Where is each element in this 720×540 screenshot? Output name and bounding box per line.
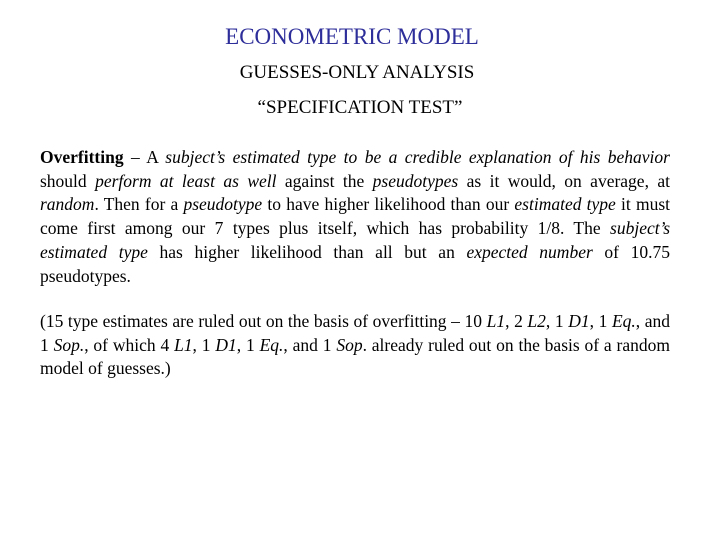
- text-run: estimated type: [514, 194, 616, 215]
- slide-title: ECONOMETRIC MODEL: [225, 24, 479, 49]
- type-estimates-note: [40, 310, 670, 381]
- text-run: , of which 4: [84, 334, 175, 355]
- text-run: , 2: [505, 311, 528, 331]
- text-run: random: [40, 194, 95, 215]
- text-run: as it would, on average, at: [458, 170, 670, 191]
- text-run: expected number: [466, 241, 593, 262]
- slide-section-heading: “SPECIFICATION TEST”: [257, 97, 463, 118]
- text-run: subject’s estimated type: [40, 218, 670, 262]
- text-run: . already ruled out on the basis of a random model of guesses.): [40, 334, 670, 379]
- text-run: , 1: [545, 311, 569, 331]
- text-run: Overfitting: [40, 147, 124, 167]
- text-run: it must come first among our 7 types plus itself, which has probability 1/8. The: [40, 194, 670, 239]
- text-run: , 1: [236, 334, 260, 355]
- text-run: against the: [276, 170, 373, 191]
- text-run: , and 1: [40, 311, 671, 355]
- text-run: pseudotypes: [372, 170, 459, 191]
- text-run: L1: [486, 311, 506, 331]
- slide-subtitle: GUESSES-ONLY ANALYSIS: [239, 62, 475, 83]
- text-run: , and 1: [283, 334, 337, 355]
- text-run: perform at least as well: [95, 170, 277, 191]
- text-run: pseudotype: [183, 194, 263, 215]
- text-run: has higher likelihood than all but an: [147, 241, 467, 262]
- text-run: L1: [174, 334, 193, 355]
- text-run: (15 type estimates are ruled out on the basis of overfitting – 10: [40, 311, 487, 331]
- text-run: Eq.: [259, 334, 284, 355]
- text-run: D1: [568, 311, 590, 331]
- text-run: – A: [123, 147, 166, 167]
- text-run: , 1: [192, 334, 216, 355]
- text-run: Sop.: [53, 334, 85, 355]
- text-run: of 10.75 pseudotypes.: [40, 241, 671, 286]
- text-run: D1: [215, 334, 237, 355]
- text-run: Eq.: [611, 311, 636, 331]
- text-run: Sop: [336, 334, 363, 355]
- text-run: to have higher likelihood than our: [262, 194, 515, 215]
- text-run: L2: [527, 311, 546, 331]
- text-run: , 1: [589, 311, 612, 331]
- text-run: . Then for a: [94, 194, 184, 215]
- text-run: subject’s estimated type to be a credible explanation of his behavior: [165, 147, 670, 167]
- text-run: should: [40, 170, 96, 191]
- overfitting-paragraph: [40, 146, 670, 288]
